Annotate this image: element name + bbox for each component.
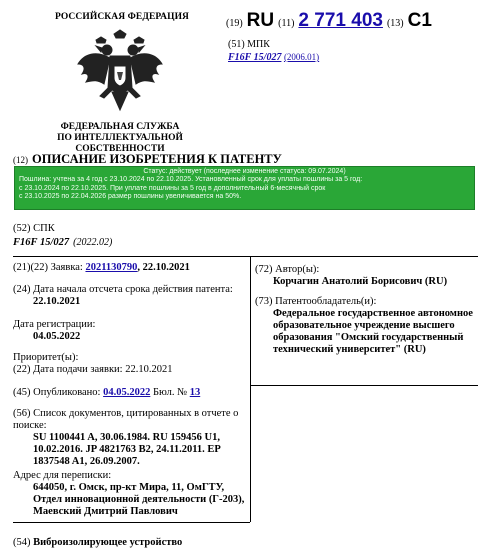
spk-block xyxy=(13,223,112,249)
spk-label: (52) СПК xyxy=(13,223,55,234)
invention-name: Виброизолирующее устройство xyxy=(33,537,183,548)
term-start-label: (24) Дата начала отсчета срока действия патента: xyxy=(13,284,233,295)
code-11: (11) xyxy=(278,18,295,29)
priority-filing-date: (22) Дата подачи заявки: 22.10.2021 xyxy=(13,364,173,375)
registration-label: Дата регистрации: xyxy=(13,319,96,330)
spk-year: (2022.02) xyxy=(73,237,113,248)
owner-label: (73) Патентообладатель(и): xyxy=(255,296,377,307)
country-name: РОССИЙСКАЯ ФЕДЕРАЦИЯ xyxy=(54,12,190,22)
author-label: (72) Автор(ы): xyxy=(255,264,320,275)
status-line-2: Пошлина: учтена за 4 год с 23.10.2024 по 22.10.2025. Установленный срок для уплаты пошлины за 5 год: xyxy=(19,176,363,184)
mpk-class-link[interactable]: F16F 15/027 xyxy=(228,52,282,63)
author-value: Корчагин Анатолий Борисович (RU) xyxy=(273,276,448,287)
term-start-row xyxy=(13,284,251,308)
registration-row xyxy=(13,319,251,343)
kind-code: C1 xyxy=(407,10,432,31)
priority-row xyxy=(13,352,251,376)
bulletin-label: Бюл. № xyxy=(152,387,188,398)
agency-line-1: ФЕДЕРАЛЬНАЯ СЛУЖБА xyxy=(60,122,180,132)
application-row xyxy=(13,262,251,274)
invention-code: (54) xyxy=(13,537,31,548)
mpk-label: (51) МПК xyxy=(228,39,270,50)
registration-value: 04.05.2022 xyxy=(33,331,81,342)
published-label: (45) Опубликовано: xyxy=(13,387,101,398)
patent-number-link[interactable]: 2 771 403 xyxy=(298,10,383,31)
mpk-block xyxy=(228,39,319,64)
priority-label: Приоритет(ы): xyxy=(13,352,79,363)
bulletin-number-link[interactable]: 13 xyxy=(189,387,201,398)
title-code: (12) xyxy=(13,155,28,165)
address-value: 644050, г. Омск, пр-кт Мира, 11, ОмГТУ, Отдел инновационной деятельности (Г-203), Маевский Дмитрий Павлович xyxy=(33,482,245,517)
status-line-4: с 23.10.2025 по 22.04.2026 размер пошлины увеличивается на 50%. xyxy=(19,193,242,201)
documents-row xyxy=(13,408,251,468)
owner-value: Федеральное государственное автономное образовательное учреждение высшего образования "Омский государственный технический университет" (RU) xyxy=(273,308,473,355)
agency-line-2: ПО ИНТЕЛЛЕКТУАЛЬНОЙ СОБСТВЕННОСТИ xyxy=(57,133,183,154)
title-text: ОПИСАНИЕ ИЗОБРЕТЕНИЯ К ПАТЕНТУ xyxy=(32,152,282,166)
country-code: RU xyxy=(246,10,275,31)
code-13: (13) xyxy=(386,18,404,29)
mpk-year[interactable]: (2006.01) xyxy=(283,52,320,62)
table-top-rule xyxy=(13,256,478,257)
spk-class: F16F 15/027 xyxy=(13,237,70,248)
russian-coat-of-arms-icon xyxy=(74,28,166,114)
address-row xyxy=(13,470,251,518)
address-label: Адрес для переписки: xyxy=(13,470,112,481)
application-date: , 22.10.2021 xyxy=(137,262,190,273)
published-row xyxy=(13,387,251,399)
application-label: (21)(22) Заявка: xyxy=(13,262,83,273)
patent-number-header xyxy=(226,10,432,32)
status-banner xyxy=(14,166,475,210)
status-line-1: Статус: действует (последнее изменение статуса: 09.07.2024) xyxy=(143,168,346,175)
code-19: (19) xyxy=(226,18,243,29)
application-number-link[interactable]: 2021130790 xyxy=(85,262,138,273)
term-start-value: 22.10.2021 xyxy=(33,296,81,307)
right-column-bottom-rule xyxy=(251,385,478,386)
documents-value: SU 1100441 A, 30.06.1984. RU 159456 U1, 10.02.2016. JP 4821763 B2, 24.11.2011. EP 1837548 A1, 26.09.2007. xyxy=(33,432,221,467)
left-column-bottom-rule xyxy=(13,522,250,523)
invention-name-row xyxy=(13,537,182,549)
status-line-3: с 23.10.2024 по 22.10.2025. При уплате пошлины за 5 год в дополнительный 6-месячный срок xyxy=(19,184,326,192)
owner-row xyxy=(255,296,477,356)
documents-label: (56) Список документов, цитированных в отчете о поиске: xyxy=(13,408,239,431)
published-date-link[interactable]: 04.05.2022 xyxy=(103,387,151,398)
author-row xyxy=(255,264,477,288)
